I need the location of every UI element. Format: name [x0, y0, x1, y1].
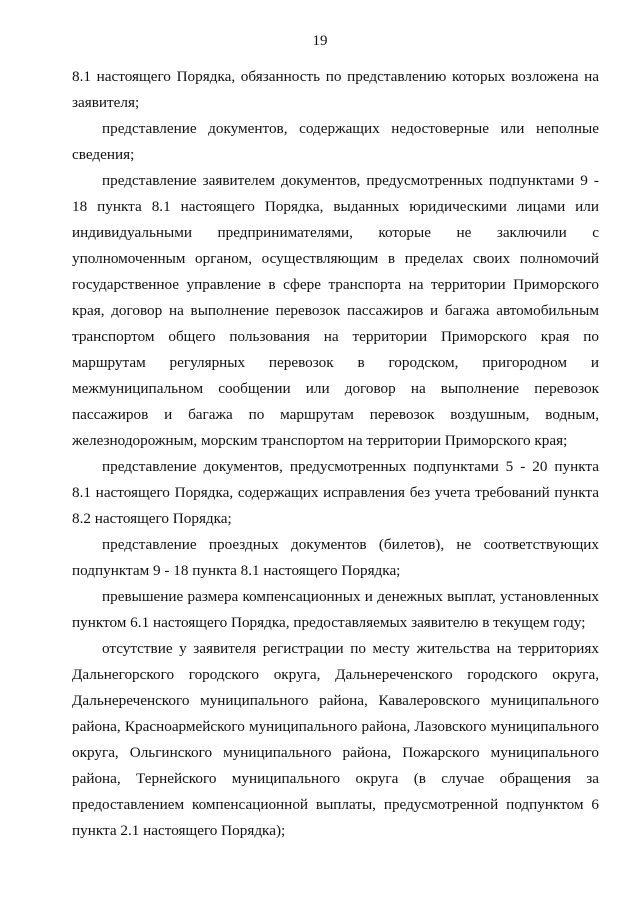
paragraph-no-registration: отсутствие у заявителя регистрации по месту жительства на территориях Дальнегорского городского округа, Дальнереченского городского округа, Дальнереченского муниципального района, Кавалеровского муниципального района, Красноармейского муниципального района, Лазовского муниципального округа, Ольгинского муниципального района, Пожарского муниципального района, Тернейского муниципального округа (в случае обращения за предоставлением компенсационной выплаты, предусмотренной подпунктом 6 пункта 2.1 настоящего Порядка);: [72, 640, 599, 839]
paragraph-payment-limit-exceeded: превышение размера компенсационных и денежных выплат, установленных пунктом 6.1 настоящего Порядка, предоставляемых заявителю в текущем году;: [72, 588, 599, 631]
page-number: 19: [312, 33, 328, 49]
paragraph-documents-without-contract: представление заявителем документов, предусмотренных подпунктами 9 - 18 пункта 8.1 настоящего Порядка, выданных юридическими лицами или индивидуальными предпринимателями, которые не заключили с уполномоченным органом, осуществляющим в пределах своих полномочий государственное управление в сфере транспорта на территории Приморского края, договор на выполнение перевозок пассажиров и багажа автомобильным транспортом общего пользования на территории Приморского края по маршрутам регулярных перевозок в городском, пригородном и межмуниципальном сообщении или договор на выполнение перевозок пассажиров и багажа по маршрутам перевозок воздушным, водным, железнодорожным, морским транспортом на территории Приморского края;: [72, 172, 599, 449]
paragraph-continuation: 8.1 настоящего Порядка, обязанность по представлению которых возложена на заявителя;: [72, 68, 599, 111]
paragraph-documents-with-corrections: представление документов, предусмотренных подпунктами 5 - 20 пункта 8.1 настоящего Порядка, содержащих исправления без учета требований пункта 8.2 настоящего Порядка;: [72, 458, 599, 527]
paragraph-unreliable-documents: представление документов, содержащих недостоверные или неполные сведения;: [72, 120, 599, 163]
paragraph-travel-tickets: представление проездных документов (билетов), не соответствующих подпунктам 9 - 18 пункта 8.1 настоящего Порядка;: [72, 536, 599, 579]
document-body: [72, 64, 599, 844]
